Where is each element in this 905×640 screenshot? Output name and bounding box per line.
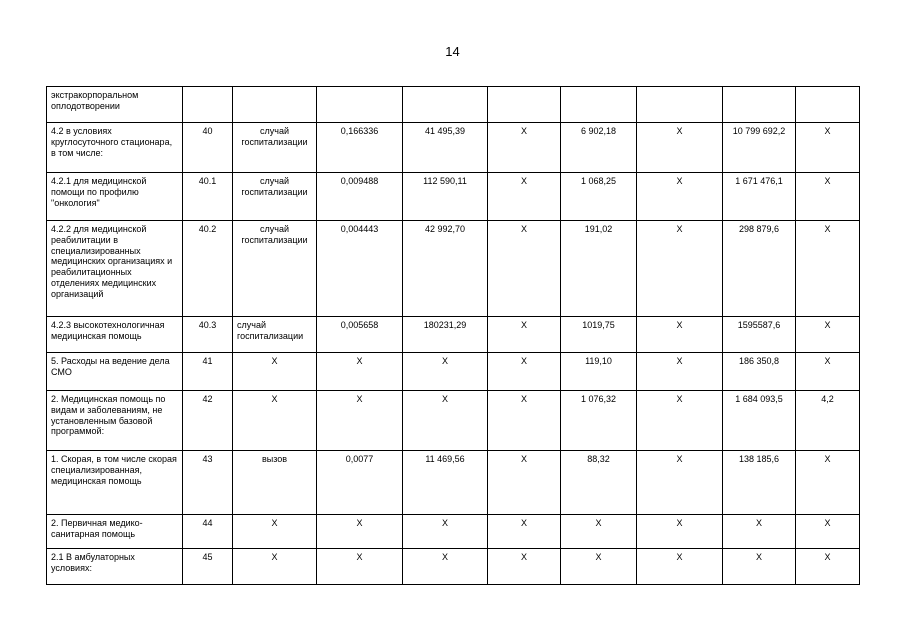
cell-row-number: 40 bbox=[183, 123, 233, 173]
cell-volume: X bbox=[317, 549, 403, 585]
cell-oms-per-capita: 1019,75 bbox=[561, 317, 637, 353]
cell-name: 4.2 в условиях круглосуточного стационара, в том числе: bbox=[47, 123, 183, 173]
cell-oms-per-capita: 6 902,18 bbox=[561, 123, 637, 173]
cell-oms-total: 298 879,6 bbox=[723, 221, 796, 317]
table-row bbox=[47, 123, 860, 173]
cell-oms-per-capita: X bbox=[561, 515, 637, 549]
cell-oms-per-capita: X bbox=[561, 549, 637, 585]
cell-percent: X bbox=[796, 515, 860, 549]
cell-volume: 0,004443 bbox=[317, 221, 403, 317]
cell-unit: X bbox=[233, 391, 317, 451]
cell-oms-per-capita: 88,32 bbox=[561, 451, 637, 515]
table-row bbox=[47, 353, 860, 391]
table-row bbox=[47, 391, 860, 451]
cell-budget-per-capita: X bbox=[488, 123, 561, 173]
page-number: 14 bbox=[445, 44, 460, 59]
cell-row-number: 40.2 bbox=[183, 221, 233, 317]
cell-cost: 180231,29 bbox=[403, 317, 488, 353]
cell-cost: 11 469,56 bbox=[403, 451, 488, 515]
cell-volume bbox=[317, 87, 403, 123]
cell-oms-total: 186 350,8 bbox=[723, 353, 796, 391]
cell-cost: X bbox=[403, 549, 488, 585]
cell-budget-total: X bbox=[637, 221, 723, 317]
cell-oms-total: 138 185,6 bbox=[723, 451, 796, 515]
cell-volume: X bbox=[317, 515, 403, 549]
cell-percent bbox=[796, 87, 860, 123]
cell-oms-total: 1 671 476,1 bbox=[723, 173, 796, 221]
cell-name: 4.2.2 для медицинской реабилитации в специализированных медицинских организациях и реабилитационных отделениях медицинских организаций bbox=[47, 221, 183, 317]
cell-budget-total: X bbox=[637, 353, 723, 391]
cell-row-number: 42 bbox=[183, 391, 233, 451]
cell-percent: X bbox=[796, 353, 860, 391]
cell-unit bbox=[233, 87, 317, 123]
table-row bbox=[47, 515, 860, 549]
cell-oms-total: 1595587,6 bbox=[723, 317, 796, 353]
table-body bbox=[47, 87, 860, 585]
cell-budget-per-capita: X bbox=[488, 353, 561, 391]
cell-budget-total: X bbox=[637, 173, 723, 221]
table-row bbox=[47, 173, 860, 221]
cell-unit: X bbox=[233, 549, 317, 585]
cell-name: 1. Скорая, в том числе скорая специализированная, медицинская помощь bbox=[47, 451, 183, 515]
cell-row-number: 44 bbox=[183, 515, 233, 549]
cell-budget-total: X bbox=[637, 515, 723, 549]
cell-budget-total: X bbox=[637, 317, 723, 353]
cell-budget-total: X bbox=[637, 549, 723, 585]
cell-percent: X bbox=[796, 451, 860, 515]
cell-volume: 0,0077 bbox=[317, 451, 403, 515]
cell-budget-total: X bbox=[637, 391, 723, 451]
cell-oms-total: 1 684 093,5 bbox=[723, 391, 796, 451]
cell-oms-per-capita: 1 076,32 bbox=[561, 391, 637, 451]
cell-budget-per-capita: X bbox=[488, 515, 561, 549]
cell-oms-total bbox=[723, 87, 796, 123]
financing-table bbox=[46, 86, 860, 585]
cell-budget-per-capita: X bbox=[488, 317, 561, 353]
cell-unit: X bbox=[233, 515, 317, 549]
table-row bbox=[47, 549, 860, 585]
cell-name: 4.2.3 высокотехнологичная медицинская помощь bbox=[47, 317, 183, 353]
table-row bbox=[47, 317, 860, 353]
cell-cost bbox=[403, 87, 488, 123]
cell-volume: X bbox=[317, 353, 403, 391]
cell-name: 2. Первичная медико-санитарная помощь bbox=[47, 515, 183, 549]
cell-oms-per-capita: 119,10 bbox=[561, 353, 637, 391]
cell-cost: 112 590,11 bbox=[403, 173, 488, 221]
cell-volume: 0,166336 bbox=[317, 123, 403, 173]
cell-cost: X bbox=[403, 515, 488, 549]
cell-row-number: 43 bbox=[183, 451, 233, 515]
cell-volume: X bbox=[317, 391, 403, 451]
cell-percent: X bbox=[796, 549, 860, 585]
cell-budget-per-capita: X bbox=[488, 391, 561, 451]
cell-budget-per-capita: X bbox=[488, 549, 561, 585]
cell-percent: 4,2 bbox=[796, 391, 860, 451]
table-row bbox=[47, 221, 860, 317]
cell-unit: случай госпитализации bbox=[233, 221, 317, 317]
cell-row-number: 45 bbox=[183, 549, 233, 585]
cell-name: экстракорпоральном оплодотворении bbox=[47, 87, 183, 123]
cell-unit: случай госпитализации bbox=[233, 173, 317, 221]
cell-volume: 0,005658 bbox=[317, 317, 403, 353]
cell-unit: X bbox=[233, 353, 317, 391]
cell-cost: X bbox=[403, 391, 488, 451]
cell-oms-per-capita: 1 068,25 bbox=[561, 173, 637, 221]
cell-row-number: 40.1 bbox=[183, 173, 233, 221]
cell-budget-total: X bbox=[637, 451, 723, 515]
cell-oms-total: X bbox=[723, 549, 796, 585]
table-row bbox=[47, 87, 860, 123]
cell-oms-per-capita bbox=[561, 87, 637, 123]
cell-cost: 42 992,70 bbox=[403, 221, 488, 317]
cell-budget-per-capita: X bbox=[488, 221, 561, 317]
cell-row-number: 40.3 bbox=[183, 317, 233, 353]
table-row bbox=[47, 451, 860, 515]
cell-budget-total bbox=[637, 87, 723, 123]
cell-oms-per-capita: 191,02 bbox=[561, 221, 637, 317]
cell-name: 5. Расходы на ведение дела СМО bbox=[47, 353, 183, 391]
cell-name: 2.1 В амбулаторных условиях: bbox=[47, 549, 183, 585]
cell-unit: случай госпитализации bbox=[233, 317, 317, 353]
cell-unit: случай госпитализации bbox=[233, 123, 317, 173]
cell-unit: вызов bbox=[233, 451, 317, 515]
cell-budget-per-capita bbox=[488, 87, 561, 123]
cell-percent: X bbox=[796, 221, 860, 317]
cell-row-number bbox=[183, 87, 233, 123]
cell-cost: X bbox=[403, 353, 488, 391]
cell-cost: 41 495,39 bbox=[403, 123, 488, 173]
cell-oms-total: X bbox=[723, 515, 796, 549]
cell-volume: 0,009488 bbox=[317, 173, 403, 221]
cell-budget-per-capita: X bbox=[488, 451, 561, 515]
cell-name: 2. Медицинская помощь по видам и заболеваниям, не установленным базовой программой: bbox=[47, 391, 183, 451]
cell-budget-per-capita: X bbox=[488, 173, 561, 221]
cell-oms-total: 10 799 692,2 bbox=[723, 123, 796, 173]
cell-percent: X bbox=[796, 317, 860, 353]
cell-percent: X bbox=[796, 173, 860, 221]
cell-name: 4.2.1 для медицинской помощи по профилю "онкология" bbox=[47, 173, 183, 221]
cell-percent: X bbox=[796, 123, 860, 173]
cell-budget-total: X bbox=[637, 123, 723, 173]
cell-row-number: 41 bbox=[183, 353, 233, 391]
